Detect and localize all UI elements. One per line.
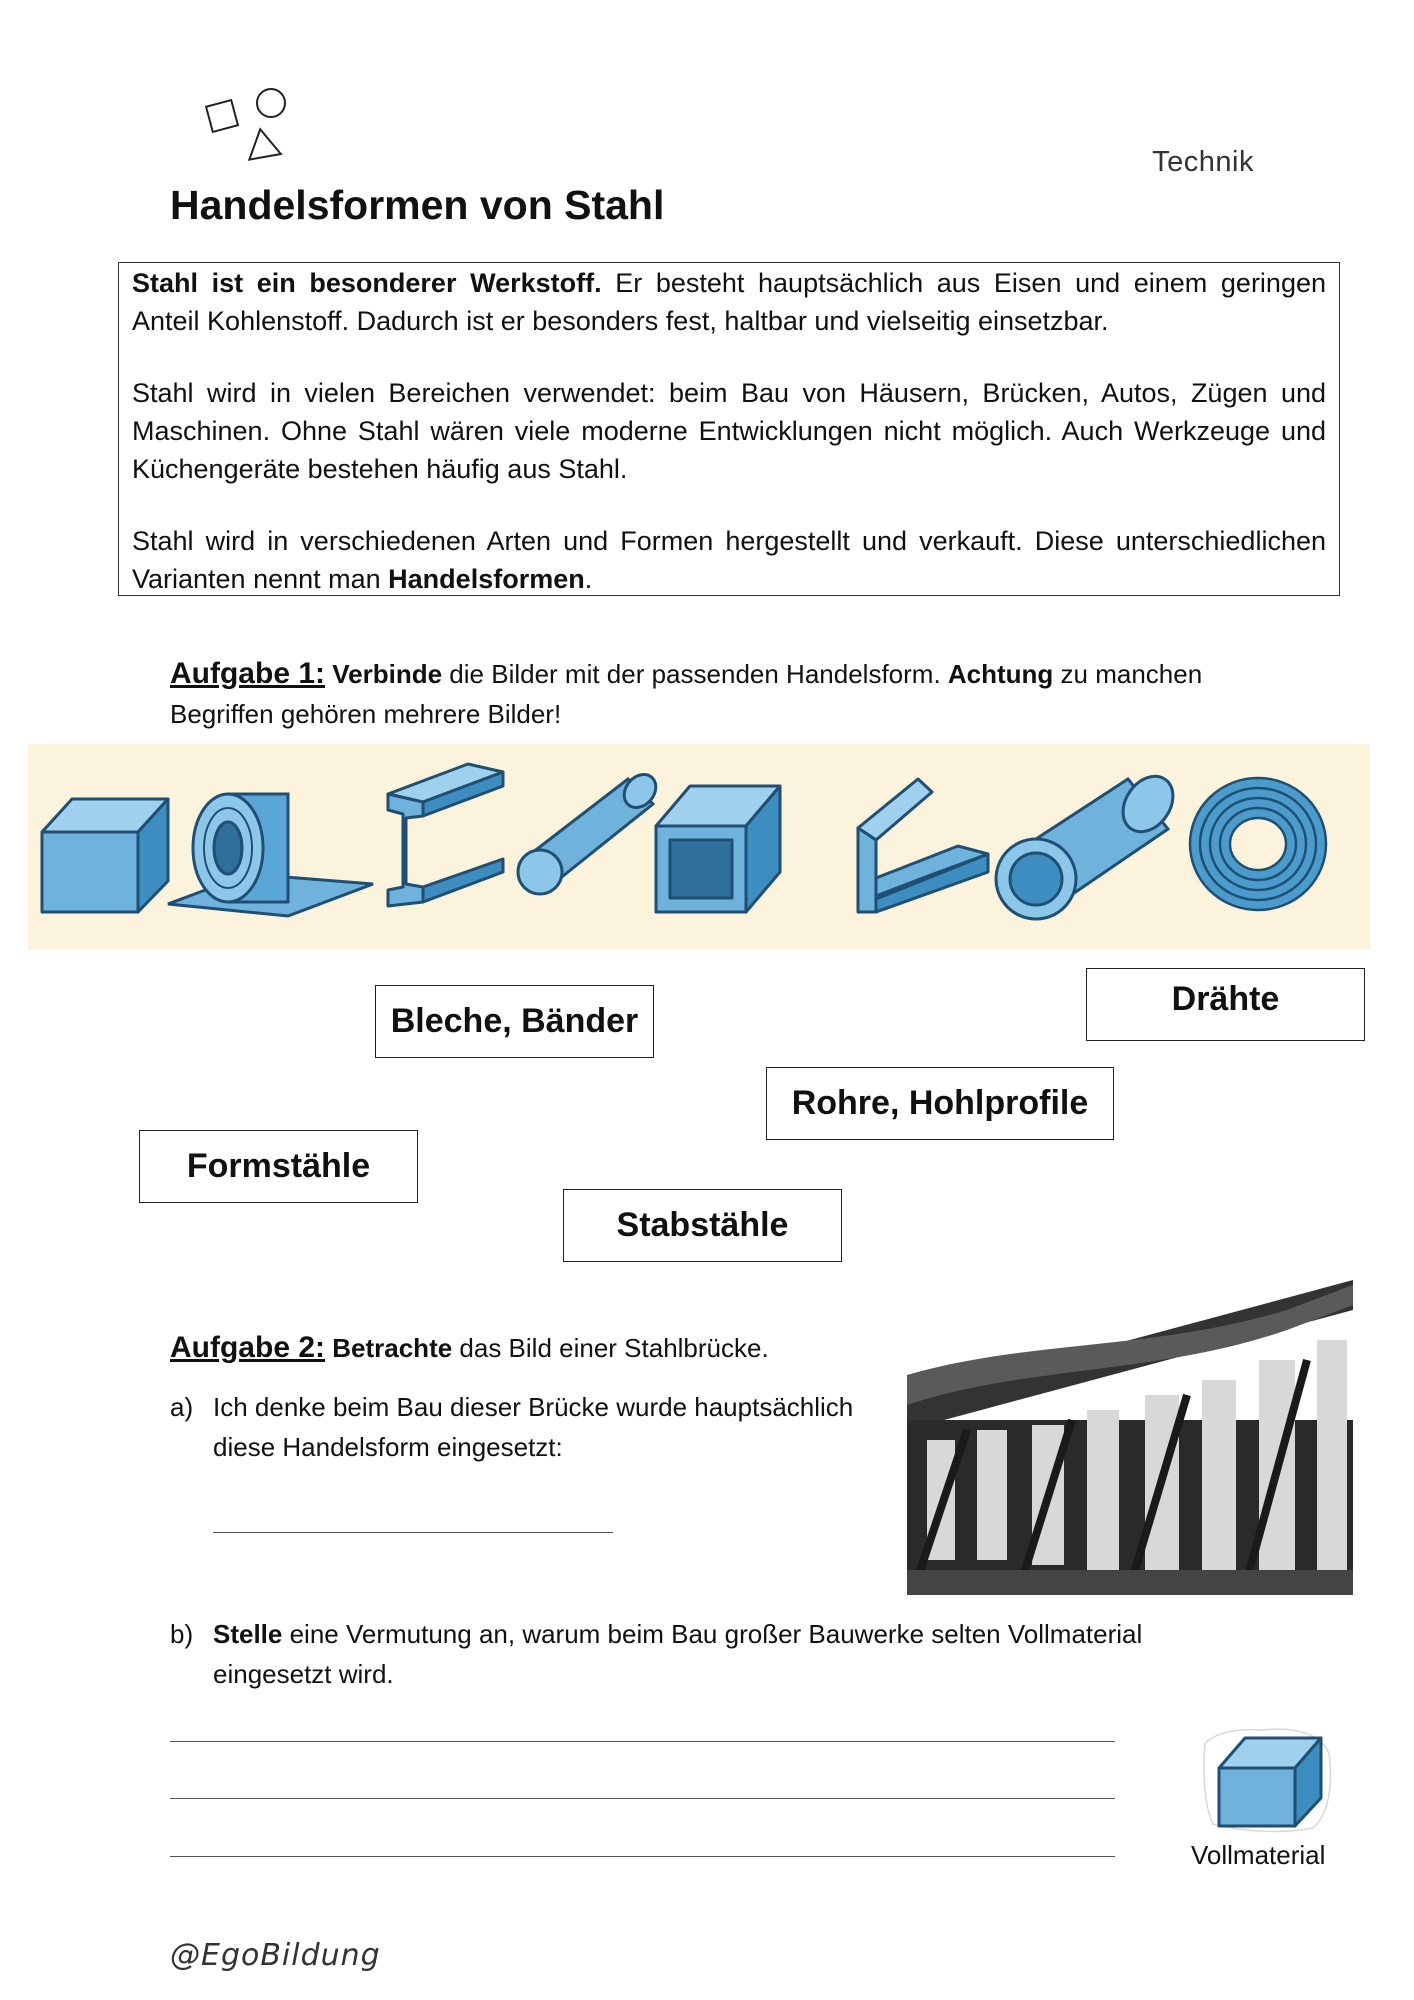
round-tube-icon[interactable] — [996, 767, 1183, 919]
solid-block-icon — [1203, 1724, 1333, 1834]
item-b-marker: b) — [170, 1619, 194, 1649]
credit-footer: @EgoBildung — [170, 1938, 381, 1973]
term-rohre-hohlprofile[interactable]: Rohre, Hohlprofile — [766, 1067, 1114, 1140]
answer-line-b-2[interactable] — [170, 1798, 1115, 1799]
term-formstaehle[interactable]: Formstähle — [139, 1130, 418, 1203]
item-b-verb: Stelle — [213, 1619, 283, 1649]
item-a-marker: a) — [170, 1392, 194, 1422]
round-bar-icon[interactable] — [518, 768, 662, 894]
steel-profiles-strip — [28, 744, 1370, 950]
term-bleche-baender[interactable]: Bleche, Bänder — [375, 985, 654, 1058]
task-1-warning: Achtung — [947, 659, 1054, 689]
square-tube-icon[interactable] — [656, 786, 780, 912]
term-stabstaehle[interactable]: Stabstähle — [563, 1189, 842, 1262]
steel-bridge-photo — [907, 1280, 1353, 1595]
answer-line-a[interactable] — [213, 1532, 613, 1533]
intro-paragraph-3 — [132, 522, 1326, 598]
task-1-label: Aufgabe 1: — [170, 657, 326, 690]
intro-text-box — [118, 262, 1340, 596]
item-a-text: Ich denke beim Bau dieser Brücke wurde hauptsächlich diese Handelsform eingesetzt: — [213, 1392, 854, 1462]
block-icon[interactable] — [42, 799, 168, 912]
task-1-text-2: zu manchen Begriffen gehören mehrere Bilder! — [170, 659, 1203, 729]
answer-line-b-1[interactable] — [170, 1741, 1115, 1742]
term-draehte[interactable]: Drähte — [1086, 968, 1365, 1041]
intro-paragraph-1 — [132, 264, 1326, 340]
shapes-icon — [205, 85, 295, 165]
task-1-verb: Verbinde — [332, 659, 443, 689]
task-1-text: die Bilder mit der passenden Handelsform. — [442, 659, 948, 689]
task-2-instruction — [170, 1328, 890, 1368]
subject-label: Technik — [1152, 146, 1254, 178]
task-2-label: Aufgabe 2: — [170, 1331, 326, 1364]
vollmaterial-label: Vollmaterial — [1191, 1840, 1326, 1870]
item-b-rest: eine Vermutung an, warum beim Bau großer Bauwerke selten Vollmaterial eingesetzt wird. — [213, 1619, 1143, 1689]
intro-bold-statement: Stahl ist ein besonderer Werkstoff. — [132, 268, 602, 298]
intro-text-1: Er besteht hauptsächlich aus Eisen und einem geringen Anteil Kohlenstoff. Dadurch ist er besonders fest, haltbar und vielseitig einsetzbar. — [132, 268, 1326, 336]
intro-text-3-end: . — [584, 564, 593, 594]
page-title: Handelsformen von Stahl — [170, 182, 665, 228]
answer-line-b-3[interactable] — [170, 1856, 1115, 1857]
task-2-text: das Bild einer Stahlbrücke. — [452, 1333, 769, 1363]
intro-bold-term: Handelsformen — [388, 564, 585, 594]
intro-paragraph-2: Stahl wird in vielen Bereichen verwendet: beim Bau von Häusern, Brücken, Autos, Zügen und Maschinen. Ohne Stahl wären viele moderne Entwicklungen nicht möglich. Auch Werkzeuge und Küchengeräte bestehen häufig aus Stahl. — [132, 378, 1326, 484]
intro-text-3: Stahl wird in verschiedenen Arten und Formen hergestellt und verkauft. Diese unterschiedlichen Varianten nennt man — [132, 526, 1326, 594]
item-b-text — [213, 1614, 1213, 1694]
task-1-instruction — [170, 654, 1270, 734]
i-beam-icon[interactable] — [388, 764, 503, 906]
task-2-verb: Betrachte — [332, 1333, 453, 1363]
angle-profile-icon[interactable] — [858, 779, 988, 912]
wire-coil-icon[interactable] — [1190, 778, 1326, 910]
sheet-roll-icon[interactable] — [168, 794, 373, 916]
